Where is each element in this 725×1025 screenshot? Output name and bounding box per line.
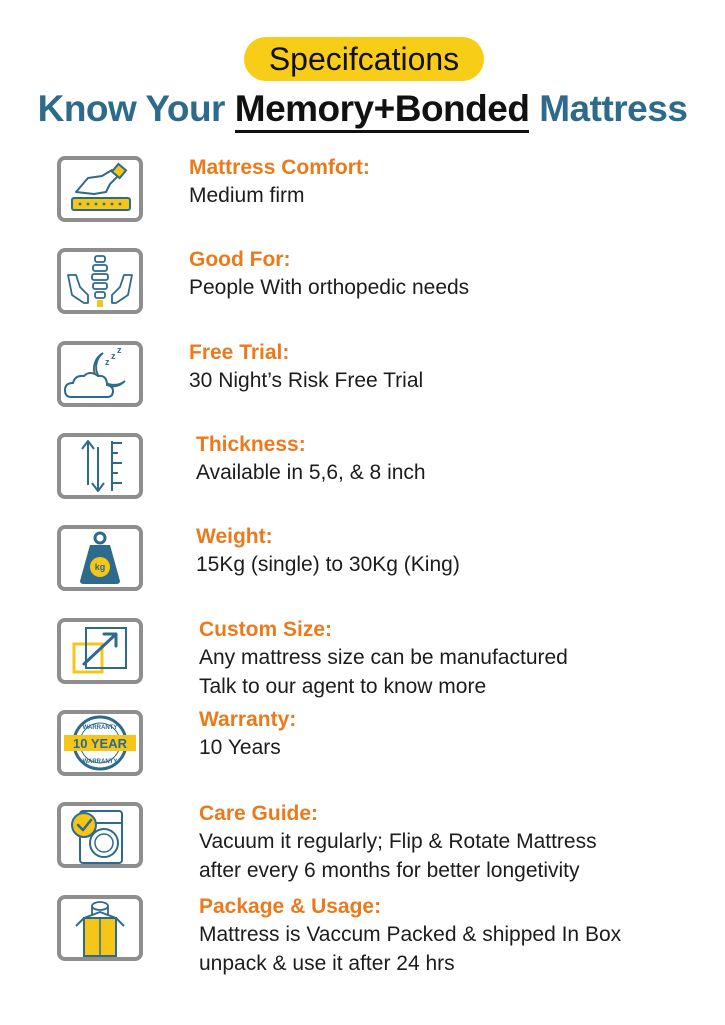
title-prefix: Know Your bbox=[37, 88, 235, 129]
icon-frame bbox=[57, 248, 143, 314]
spec-text-line: Medium firm bbox=[189, 184, 305, 207]
spec-text-line: 15Kg (single) to 30Kg (King) bbox=[196, 553, 460, 576]
rolled-mattress-box-icon bbox=[64, 898, 136, 958]
hand-pressing-mattress-icon bbox=[64, 162, 136, 216]
icon-frame bbox=[57, 802, 143, 868]
spec-title: Good For: bbox=[189, 248, 291, 271]
seal-top-text: WARRANTY bbox=[82, 725, 118, 731]
icon-frame bbox=[57, 341, 143, 407]
svg-text:z: z bbox=[105, 357, 110, 367]
spec-text-line: Vacuum it regularly; Flip & Rotate Mattress bbox=[199, 830, 597, 853]
spec-text-line: after every 6 months for better longetivity bbox=[199, 859, 580, 882]
spec-text-line: People With orthopedic needs bbox=[189, 276, 470, 299]
svg-text:z: z bbox=[111, 351, 116, 361]
icon-frame bbox=[57, 618, 143, 684]
spec-title: Mattress Comfort: bbox=[189, 156, 370, 179]
icon-frame bbox=[57, 433, 143, 499]
spec-text-line: 30 Night’s Risk Free Trial bbox=[189, 369, 424, 392]
icon-frame bbox=[57, 525, 143, 591]
spec-title: Thickness: bbox=[196, 433, 306, 456]
resize-arrow-icon bbox=[64, 622, 136, 680]
title-brand: Memory+Bonded bbox=[235, 88, 530, 133]
kg-weight-icon bbox=[64, 529, 136, 587]
spec-text-line: Any mattress size can be manufactured bbox=[199, 646, 568, 669]
washing-machine-check-icon bbox=[64, 805, 136, 865]
spec-text-line: 10 Years bbox=[199, 736, 281, 759]
spec-text-line: Mattress is Vaccum Packed & shipped In Box bbox=[199, 923, 622, 946]
specifications-badge: Specifcations bbox=[244, 37, 484, 81]
seal-bottom-text: WARRANTY bbox=[82, 759, 118, 765]
icon-frame bbox=[57, 895, 143, 961]
thickness-ruler-icon bbox=[64, 437, 136, 495]
spec-title: Weight: bbox=[196, 525, 273, 548]
spec-title: Free Trial: bbox=[189, 341, 290, 364]
kg-label: kg bbox=[94, 562, 106, 572]
icon-frame bbox=[57, 156, 143, 222]
title-suffix: Mattress bbox=[529, 88, 688, 129]
svg-text:z: z bbox=[117, 345, 122, 355]
page-title bbox=[0, 88, 725, 130]
spine-hands-icon bbox=[64, 253, 136, 309]
moon-sleep-cloud-icon bbox=[63, 345, 137, 403]
spec-title: Warranty: bbox=[199, 708, 297, 731]
spec-title: Custom Size: bbox=[199, 618, 333, 641]
spec-text-line: Talk to our agent to know more bbox=[199, 675, 487, 698]
spec-text-line: unpack & use it after 24 hrs bbox=[199, 952, 455, 975]
spec-title: Care Guide: bbox=[199, 802, 319, 825]
spec-title: Package & Usage: bbox=[199, 895, 382, 918]
spec-text-line: Available in 5,6, & 8 inch bbox=[196, 461, 426, 484]
warranty-seal-icon bbox=[62, 713, 138, 773]
icon-frame bbox=[57, 710, 143, 776]
seal-main-text: 10 YEAR bbox=[73, 736, 127, 751]
